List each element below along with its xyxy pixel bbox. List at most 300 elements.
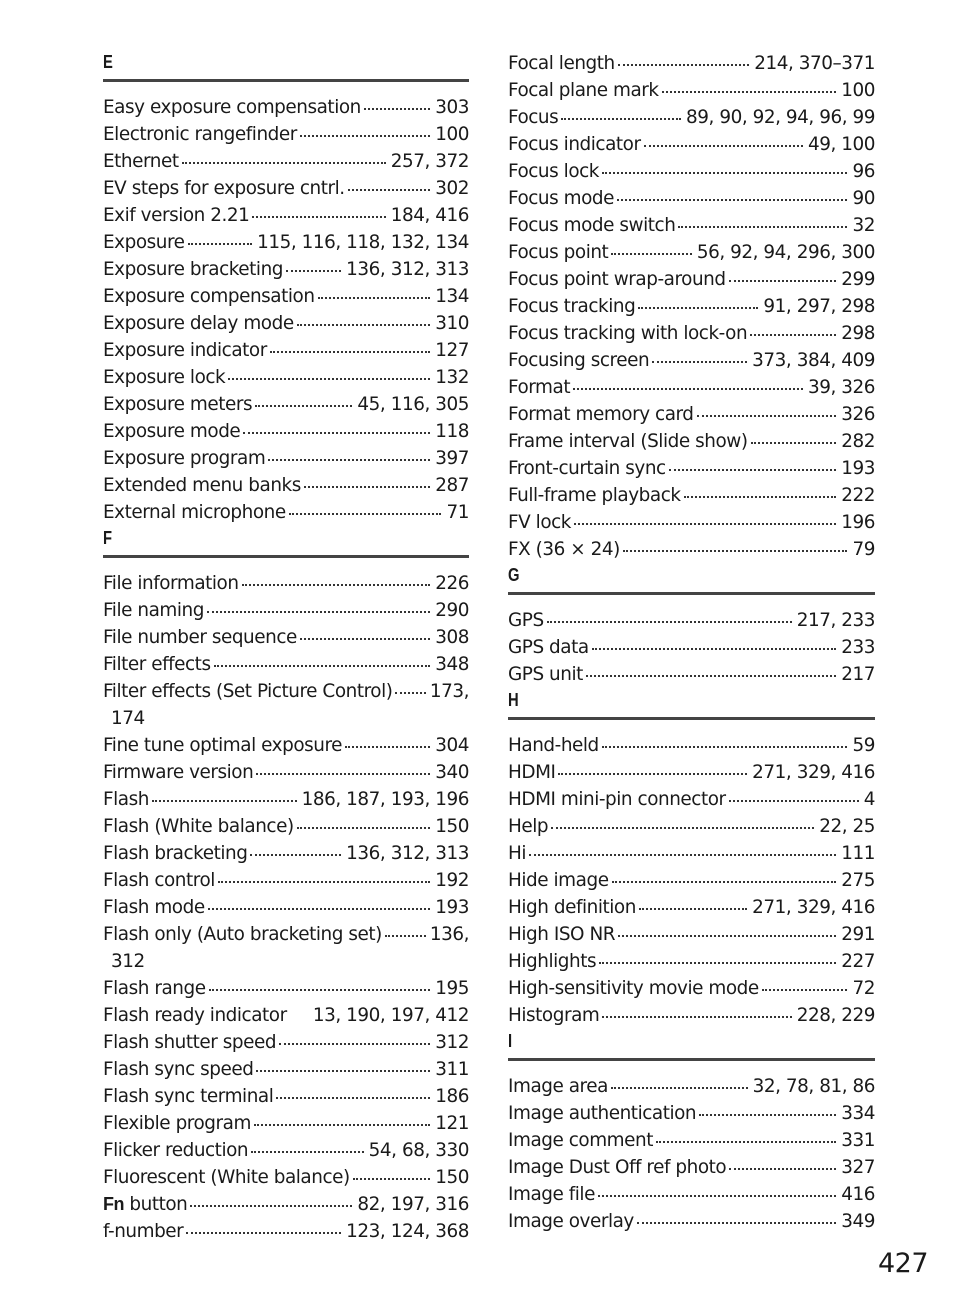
index-entry xyxy=(103,732,469,759)
dot-leader xyxy=(345,745,430,748)
dot-leader xyxy=(186,1231,341,1234)
index-term: Image overlay xyxy=(508,1211,634,1232)
index-pages: 271, 329, 416 xyxy=(752,762,875,783)
index-entry xyxy=(508,894,875,921)
dot-leader xyxy=(364,107,430,110)
index-pages: 193 xyxy=(435,897,469,918)
dot-leader xyxy=(297,826,431,829)
index-entry xyxy=(508,813,875,840)
dot-leader xyxy=(697,414,837,417)
index-pages: 349 xyxy=(841,1211,875,1232)
index-entry xyxy=(103,570,469,597)
dot-leader xyxy=(304,485,430,488)
index-pages: 290 xyxy=(435,600,469,621)
dot-leader xyxy=(678,225,847,228)
dot-leader xyxy=(639,907,747,910)
index-term: FV lock xyxy=(508,512,571,533)
index-pages: 82, 197, 316 xyxy=(357,1194,469,1215)
index-term: Fn button xyxy=(103,1194,188,1215)
index-pages: 100 xyxy=(435,124,469,145)
index-pages: 226 xyxy=(435,573,469,594)
index-term: FX (36 × 24) xyxy=(508,539,620,560)
index-term: Image area xyxy=(508,1076,608,1097)
index-pages: 373, 384, 409 xyxy=(752,350,875,371)
section-letter: F xyxy=(103,528,113,548)
index-term: Extended menu banks xyxy=(103,475,301,496)
dot-leader xyxy=(573,387,803,390)
index-pages: 271, 329, 416 xyxy=(752,897,875,918)
index-term: Electronic rangefinder xyxy=(103,124,297,145)
index-entry xyxy=(103,1083,469,1110)
dot-leader xyxy=(286,269,341,272)
index-entry xyxy=(508,320,875,347)
index-pages: 13, 190, 197, 412 xyxy=(312,1005,469,1026)
dot-leader xyxy=(279,1042,430,1045)
index-pages: 282 xyxy=(841,431,875,452)
index-pages: 111 xyxy=(841,843,875,864)
dot-leader xyxy=(699,1113,836,1116)
index-term: Focus tracking xyxy=(508,296,636,317)
index-entry xyxy=(508,1154,875,1181)
index-entry xyxy=(508,536,875,563)
dot-leader xyxy=(644,144,803,147)
dot-leader xyxy=(256,772,430,775)
index-entry xyxy=(508,428,875,455)
index-term: Flicker reduction xyxy=(103,1140,249,1161)
index-entry xyxy=(103,283,469,310)
index-entry xyxy=(103,229,469,256)
index-term: Focus lock xyxy=(508,161,599,182)
dot-leader xyxy=(348,188,431,191)
index-entry xyxy=(508,77,875,104)
index-pages: 193 xyxy=(841,458,875,479)
dot-leader xyxy=(300,134,430,137)
index-pages: 304 xyxy=(435,735,469,756)
dot-leader xyxy=(652,360,747,363)
dot-leader xyxy=(254,1123,430,1126)
index-pages: 257, 372 xyxy=(390,151,469,172)
index-term: Hi xyxy=(508,843,527,864)
dot-leader xyxy=(762,988,848,991)
index-entry xyxy=(508,1073,875,1100)
index-term: Focus point wrap-around xyxy=(508,269,726,290)
dot-leader xyxy=(250,853,341,856)
index-term: High definition xyxy=(508,897,636,918)
index-pages: 100 xyxy=(841,80,875,101)
index-term: GPS data xyxy=(508,637,589,658)
index-pages: 310 xyxy=(435,313,469,334)
dot-leader xyxy=(611,1086,748,1089)
fn-button-glyph: Fn xyxy=(103,1194,124,1214)
index-pages: 340 xyxy=(435,762,469,783)
section-letter: H xyxy=(508,690,519,710)
index-term: Front-curtain sync xyxy=(508,458,666,479)
dot-leader xyxy=(684,495,837,498)
index-entry xyxy=(508,104,875,131)
index-pages: 32, 78, 81, 86 xyxy=(752,1076,875,1097)
index-column-left xyxy=(103,50,469,1245)
index-term: Full-frame playback xyxy=(508,485,681,506)
index-entry xyxy=(508,185,875,212)
dot-leader xyxy=(395,691,425,694)
index-entry xyxy=(508,867,875,894)
dot-leader xyxy=(611,252,691,255)
index-entry xyxy=(103,597,469,624)
index-pages: 96 xyxy=(852,161,875,182)
index-pages: 134 xyxy=(435,286,469,307)
index-term: Exposure indicator xyxy=(103,340,267,361)
index-term: f-number xyxy=(103,1221,184,1242)
index-term: Flash shutter speed xyxy=(103,1032,277,1053)
index-entry xyxy=(508,212,875,239)
index-entry xyxy=(508,158,875,185)
section-divider xyxy=(508,592,875,595)
index-pages: 334 xyxy=(841,1103,875,1124)
index-pages: 287 xyxy=(435,475,469,496)
index-term: Exposure compensation xyxy=(103,286,315,307)
dot-leader xyxy=(529,853,836,856)
dot-leader xyxy=(268,458,430,461)
index-pages: 49, 100 xyxy=(807,134,875,155)
index-pages: 121 xyxy=(435,1113,469,1134)
index-term: HDMI xyxy=(508,762,556,783)
index-pages: 326 xyxy=(841,404,875,425)
index-entry-line xyxy=(103,921,469,948)
index-pages: 308 xyxy=(435,627,469,648)
index-term: Frame interval (Slide show) xyxy=(508,431,748,452)
dot-leader xyxy=(190,1204,352,1207)
index-entry xyxy=(508,921,875,948)
index-pages: 291 xyxy=(841,924,875,945)
index-pages: 331 xyxy=(841,1130,875,1151)
dot-leader xyxy=(547,620,792,623)
index-entry xyxy=(103,175,469,202)
index-pages: 45, 116, 305 xyxy=(357,394,469,415)
index-entry xyxy=(103,759,469,786)
index-pages: 186 xyxy=(435,1086,469,1107)
index-pages-continued: 312 xyxy=(111,951,145,972)
index-entry xyxy=(508,1127,875,1154)
index-entry xyxy=(508,634,875,661)
index-entry xyxy=(103,813,469,840)
dot-leader xyxy=(551,826,814,829)
index-term: Filter effects (Set Picture Control) xyxy=(103,681,393,702)
index-term: EV steps for exposure cntrl. xyxy=(103,178,345,199)
dot-leader xyxy=(208,907,431,910)
index-pages: 136, 312, 313 xyxy=(346,259,469,280)
index-pages: 196 xyxy=(841,512,875,533)
index-term: Exposure meters xyxy=(103,394,253,415)
index-term: Flash (White balance) xyxy=(103,816,294,837)
index-pages: 214, 370–371 xyxy=(754,53,875,74)
index-pages: 136, 312, 313 xyxy=(346,843,469,864)
spacer xyxy=(289,1017,311,1018)
index-entry xyxy=(103,499,469,526)
index-entry xyxy=(103,786,469,813)
dot-leader xyxy=(270,350,430,353)
index-pages: 302 xyxy=(435,178,469,199)
index-entry xyxy=(103,364,469,391)
index-term: HDMI mini-pin connector xyxy=(508,789,726,810)
index-pages: 416 xyxy=(841,1184,875,1205)
index-term: Flash ready indicator xyxy=(103,1005,287,1026)
index-pages: 299 xyxy=(841,269,875,290)
dot-leader xyxy=(289,512,442,515)
index-entry xyxy=(103,1029,469,1056)
section-letter: E xyxy=(103,52,113,72)
index-pages: 233 xyxy=(841,637,875,658)
dot-leader xyxy=(729,1167,836,1170)
section-divider xyxy=(508,717,875,720)
index-term: High-sensitivity movie mode xyxy=(508,978,759,999)
index-term: Filter effects xyxy=(103,654,211,675)
index-term: Flash control xyxy=(103,870,215,891)
index-entry xyxy=(103,256,469,283)
index-term: Exif version 2.21 xyxy=(103,205,250,226)
dot-leader xyxy=(618,934,836,937)
index-entry xyxy=(103,1164,469,1191)
index-entry xyxy=(103,418,469,445)
dot-leader xyxy=(602,1015,791,1018)
dot-leader xyxy=(729,279,837,282)
index-entry xyxy=(103,921,469,975)
index-entry xyxy=(103,1002,469,1029)
index-entry xyxy=(103,975,469,1002)
index-pages: 132 xyxy=(435,367,469,388)
index-term: Exposure lock xyxy=(103,367,226,388)
dot-leader xyxy=(318,296,431,299)
index-term: File number sequence xyxy=(103,627,297,648)
index-entry xyxy=(103,678,469,732)
index-pages: 150 xyxy=(435,816,469,837)
index-entry xyxy=(103,1056,469,1083)
index-pages: 56, 92, 94, 296, 300 xyxy=(696,242,875,263)
section-divider xyxy=(103,555,469,558)
index-entry xyxy=(103,337,469,364)
index-pages: 79 xyxy=(852,539,875,560)
index-pages: 298 xyxy=(841,323,875,344)
index-pages: 4 xyxy=(863,789,875,810)
index-term: Highlights xyxy=(508,951,597,972)
index-pages: 184, 416 xyxy=(390,205,469,226)
dot-leader xyxy=(602,171,847,174)
index-term: Focal plane mark xyxy=(508,80,659,101)
index-term: File information xyxy=(103,573,239,594)
index-pages: 115, 116, 118, 132, 134 xyxy=(257,232,469,253)
page-number: 427 xyxy=(878,1248,929,1279)
dot-leader xyxy=(637,1221,836,1224)
index-pages: 32 xyxy=(852,215,875,236)
index-term: Easy exposure compensation xyxy=(103,97,361,118)
dot-leader xyxy=(251,1150,364,1153)
index-term: Flash sync speed xyxy=(103,1059,254,1080)
index-pages: 91, 297, 298 xyxy=(763,296,875,317)
dot-leader xyxy=(182,161,386,164)
index-pages: 227 xyxy=(841,951,875,972)
index-entry xyxy=(103,121,469,148)
index-pages: 397 xyxy=(435,448,469,469)
index-column-right xyxy=(508,50,875,1235)
index-term: Image file xyxy=(508,1184,595,1205)
dot-leader xyxy=(750,333,836,336)
index-pages: 303 xyxy=(435,97,469,118)
index-term: Focus mode switch xyxy=(508,215,676,236)
dot-leader xyxy=(252,215,385,218)
index-entry xyxy=(508,266,875,293)
index-pages: 311 xyxy=(435,1059,469,1080)
index-entry xyxy=(508,401,875,428)
index-pages: 123, 124, 368 xyxy=(346,1221,469,1242)
index-entry-line xyxy=(103,678,469,705)
index-entry xyxy=(508,293,875,320)
index-term: Flash bracketing xyxy=(103,843,248,864)
index-entry xyxy=(103,1191,469,1218)
index-entry xyxy=(103,840,469,867)
index-term: Ethernet xyxy=(103,151,179,172)
dot-leader xyxy=(586,674,836,677)
index-entry xyxy=(103,651,469,678)
dot-leader xyxy=(243,431,430,434)
dot-leader xyxy=(602,745,848,748)
index-pages-continued: 174 xyxy=(111,708,145,729)
dot-leader xyxy=(385,934,426,937)
section-letter: I xyxy=(508,1031,513,1051)
index-term: Flash range xyxy=(103,978,206,999)
dot-leader xyxy=(612,880,837,883)
dot-leader xyxy=(353,1177,431,1180)
index-entry xyxy=(103,1137,469,1164)
index-entry xyxy=(103,894,469,921)
index-term: GPS unit xyxy=(508,664,583,685)
index-pages: 195 xyxy=(435,978,469,999)
index-entry xyxy=(103,1110,469,1137)
index-pages: 118 xyxy=(435,421,469,442)
dot-leader xyxy=(561,117,681,120)
dot-leader xyxy=(207,610,430,613)
index-entry xyxy=(103,94,469,121)
index-pages: 59 xyxy=(852,735,875,756)
dot-leader xyxy=(242,583,431,586)
index-entry xyxy=(508,1100,875,1127)
index-entry xyxy=(103,624,469,651)
index-term: Focus indicator xyxy=(508,134,641,155)
index-entry xyxy=(103,391,469,418)
dot-leader xyxy=(214,664,431,667)
index-term: Fine tune optimal exposure xyxy=(103,735,343,756)
dot-leader xyxy=(228,377,430,380)
index-term: Format memory card xyxy=(508,404,694,425)
index-term: Exposure program xyxy=(103,448,266,469)
dot-leader xyxy=(623,549,848,552)
dot-leader xyxy=(209,988,431,991)
index-pages: 173, xyxy=(429,681,469,702)
index-pages: 217 xyxy=(841,664,875,685)
index-entry xyxy=(103,310,469,337)
index-entry xyxy=(103,445,469,472)
index-pages: 54, 68, 330 xyxy=(368,1140,469,1161)
index-pages: 222 xyxy=(841,485,875,506)
index-term: Hand-held xyxy=(508,735,599,756)
dot-leader xyxy=(574,522,836,525)
index-entry xyxy=(508,509,875,536)
index-term: Focus mode xyxy=(508,188,615,209)
index-pages: 22, 25 xyxy=(819,816,875,837)
index-term: Fluorescent (White balance) xyxy=(103,1167,350,1188)
index-entry xyxy=(103,202,469,229)
index-pages: 228, 229 xyxy=(796,1005,875,1026)
dot-leader xyxy=(218,880,430,883)
index-term: Hide image xyxy=(508,870,609,891)
dot-leader xyxy=(592,647,837,650)
index-term: Histogram xyxy=(508,1005,600,1026)
index-term: GPS xyxy=(508,610,544,631)
index-term: Help xyxy=(508,816,549,837)
index-entry xyxy=(103,148,469,175)
index-pages: 150 xyxy=(435,1167,469,1188)
index-entry xyxy=(508,239,875,266)
index-pages: 327 xyxy=(841,1157,875,1178)
index-pages: 127 xyxy=(435,340,469,361)
index-entry xyxy=(508,732,875,759)
index-term: Image comment xyxy=(508,1130,653,1151)
index-entry xyxy=(103,867,469,894)
index-pages: 39, 326 xyxy=(807,377,875,398)
index-entry xyxy=(508,607,875,634)
index-term: Flash mode xyxy=(103,897,205,918)
index-pages: 275 xyxy=(841,870,875,891)
index-pages: 89, 90, 92, 94, 96, 99 xyxy=(686,107,875,128)
dot-leader xyxy=(751,441,837,444)
index-entry xyxy=(508,1181,875,1208)
index-entry xyxy=(508,975,875,1002)
index-term: Exposure bracketing xyxy=(103,259,284,280)
section-divider xyxy=(103,79,469,82)
index-term: Firmware version xyxy=(103,762,254,783)
index-entry xyxy=(508,948,875,975)
index-pages: 348 xyxy=(435,654,469,675)
dot-leader xyxy=(276,1096,430,1099)
index-entry xyxy=(508,786,875,813)
dot-leader xyxy=(300,637,430,640)
index-pages: 312 xyxy=(435,1032,469,1053)
dot-leader xyxy=(729,799,859,802)
index-entry xyxy=(508,374,875,401)
index-term: Format xyxy=(508,377,571,398)
index-entry xyxy=(508,50,875,77)
index-pages: 90 xyxy=(852,188,875,209)
index-term: Flash xyxy=(103,789,149,810)
index-pages: 72 xyxy=(852,978,875,999)
index-term: Flash only (Auto bracketing set) xyxy=(103,924,382,945)
index-pages: 71 xyxy=(446,502,469,523)
index-pages: 136, xyxy=(429,924,469,945)
index-entry xyxy=(508,1208,875,1235)
index-term: Exposure xyxy=(103,232,185,253)
index-entry xyxy=(508,482,875,509)
index-term: High ISO NR xyxy=(508,924,616,945)
dot-leader xyxy=(598,1194,836,1197)
index-entry xyxy=(508,455,875,482)
index-entry xyxy=(508,661,875,688)
dot-leader xyxy=(618,63,749,66)
index-term: Focus xyxy=(508,107,559,128)
dot-leader xyxy=(656,1140,836,1143)
index-term: Flash sync terminal xyxy=(103,1086,274,1107)
index-term: Focal length xyxy=(508,53,615,74)
index-entry xyxy=(508,759,875,786)
dot-leader xyxy=(188,242,253,245)
section-divider xyxy=(508,1058,875,1061)
